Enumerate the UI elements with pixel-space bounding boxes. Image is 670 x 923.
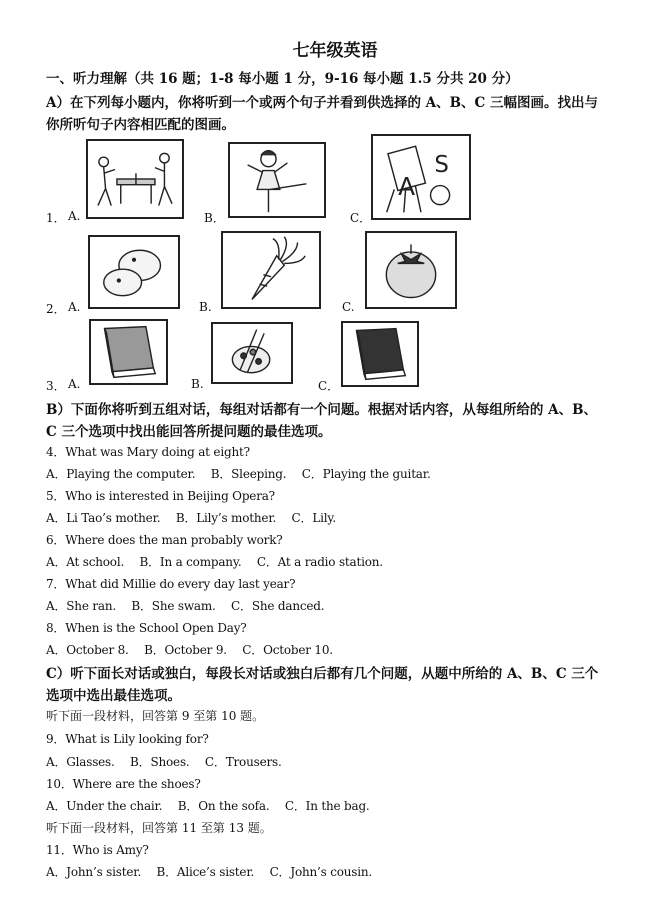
question-9-options: A．Glasses. B．Shoes. C．Trousers. — [46, 755, 282, 769]
question-8-options: A．October 8. B．October 9. C．October 10. — [46, 643, 333, 657]
question-7: 7．What did Millie do every day last year? — [46, 577, 296, 591]
light-book-picture[interactable] — [89, 319, 168, 385]
question-8: 8．When is the School Open Day? — [46, 621, 247, 635]
table-tennis-picture[interactable] — [86, 139, 184, 219]
question-11-options: A．John’s sister. B．Alice’s sister. C．John’s cousin. — [46, 865, 373, 879]
question-3-option-c-label: C． — [318, 379, 340, 393]
question-10: 10．Where are the shoes? — [46, 777, 201, 791]
question-7-options: A．She ran. B．She swam. C．She danced. — [46, 599, 325, 613]
part-b-instruction: B）下面你将听到五组对话，每组对话都有一个问题。根据对话内容，从每组所给的 A、B、 — [46, 402, 597, 418]
question-6: 6．Where does the man probably work? — [46, 533, 283, 547]
question-3-option-b-label: B. — [191, 377, 204, 391]
paint-palette-picture[interactable] — [211, 322, 293, 384]
tomato-picture[interactable] — [365, 231, 457, 309]
section-heading: 一、听力理解（共 16 题；1-8 每小题 1 分，9-16 每小题 1.5 分共 20 分） — [46, 71, 519, 87]
part-a-instruction: A）在下列每小题内，你将听到一个或两个句子并看到供选择的 A、B、C 三幅图画。找出与 — [46, 95, 599, 111]
question-2-option-b-label: B. — [199, 300, 212, 314]
question-10-options: A．Under the chair. B．On the sofa. C．In the bag. — [46, 799, 370, 813]
part-c-intro-2: 听下面一段材料，回答第 11 至第 13 题。 — [46, 821, 272, 835]
dark-book-picture[interactable] — [341, 321, 419, 387]
question-11: 11．Who is Amy? — [46, 843, 149, 857]
part-c-instruction: C）听下面长对话或独白，每段长对话或独白后都有几个问题，从题中所给的 A、B、C 三个 — [46, 666, 599, 682]
question-2-number: 2． — [46, 302, 66, 316]
question-4-options: A．Playing the computer. B．Sleeping. C．Playing the guitar. — [46, 467, 431, 481]
question-1-option-a-label: A. — [68, 209, 81, 223]
svg-text:A: A — [398, 172, 416, 202]
part-c-instruction-cont: 选项中选出最佳选项。 — [46, 688, 181, 704]
question-1-option-b-label: B． — [204, 211, 225, 225]
part-c-intro-1: 听下面一段材料，回答第 9 至第 10 题。 — [46, 709, 265, 723]
potatoes-picture[interactable] — [88, 235, 180, 309]
part-b-instruction-cont: C 三个选项中找出能回答所提问题的最佳选项。 — [46, 424, 332, 440]
ballet-picture[interactable] — [228, 142, 326, 218]
question-5: 5．Who is interested in Beijing Opera? — [46, 489, 275, 503]
question-4: 4．What was Mary doing at eight? — [46, 445, 250, 459]
page-title: 七年级英语 — [292, 41, 378, 61]
part-a-instruction-cont: 你所听句子内容相匹配的图画。 — [46, 117, 235, 133]
question-9: 9．What is Lily looking for? — [46, 732, 209, 746]
question-5-options: A．Li Tao’s mother. B．Lily’s mother. C．Lily. — [46, 511, 336, 525]
question-3-number: 3． — [46, 379, 66, 393]
question-2-option-c-label: C. — [342, 300, 355, 314]
easel-picture[interactable] — [371, 134, 471, 220]
question-1-option-c-label: C． — [350, 211, 372, 225]
question-1-number: 1． — [46, 211, 66, 225]
question-6-options: A．At school. B．In a company. C．At a radio station. — [46, 555, 383, 569]
carrot-picture[interactable] — [221, 231, 321, 309]
svg-text:S: S — [434, 152, 449, 179]
question-3-option-a-label: A. — [68, 377, 81, 391]
question-2-option-a-label: A. — [68, 300, 81, 314]
